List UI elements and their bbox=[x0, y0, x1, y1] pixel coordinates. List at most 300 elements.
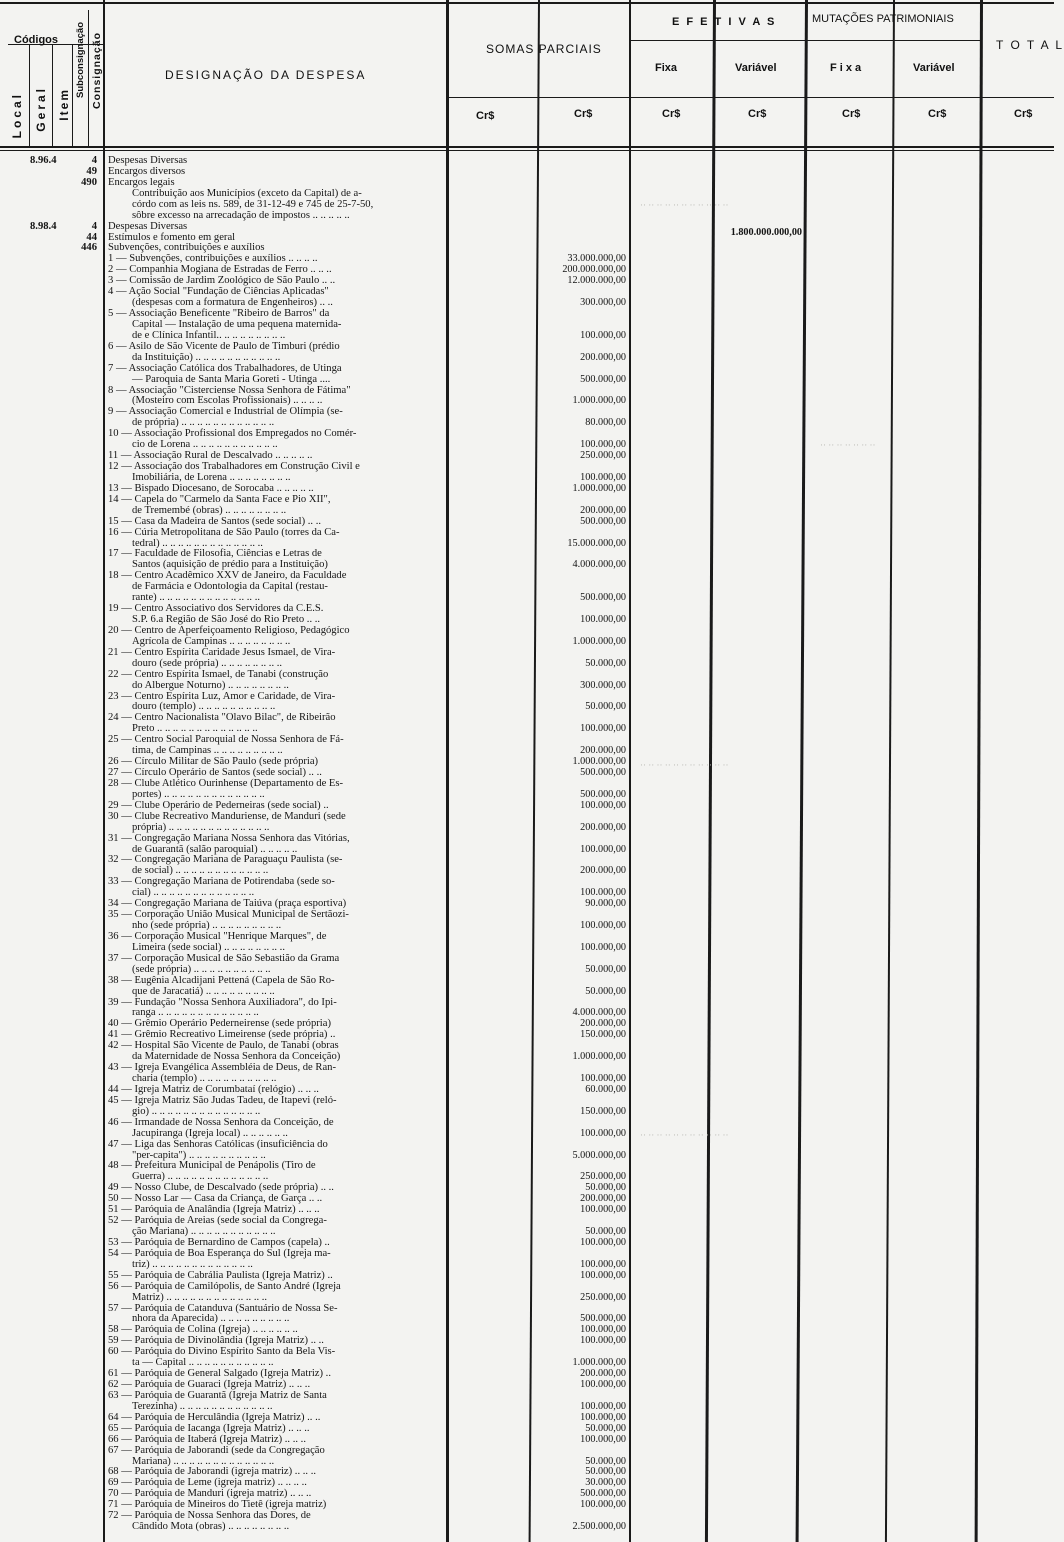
designacao-text: 18 — Centro Acadêmico XXV de Janeiro, da Faculdade bbox=[108, 570, 347, 582]
table-row bbox=[0, 1007, 1054, 1018]
designacao-text: Estímulos e fomento em geral bbox=[108, 231, 236, 243]
designacao-text: nhora da Aparecida) .. .. .. .. .. .. .. .. .. bbox=[132, 1313, 290, 1325]
designacao-text: 19 — Centro Associativo dos Servidores da C.E.S. bbox=[108, 603, 324, 615]
designacao-text: tima, de Campinas .. .. .. .. .. .. .. .. .. bbox=[132, 745, 283, 757]
designacao-text: douro (sede própria) .. .. .. .. .. .. .. .. bbox=[132, 657, 283, 669]
table-row bbox=[0, 1477, 1054, 1488]
designacao-text: 30 — Clube Recreativo Manduriense, de Manduri (sede bbox=[108, 810, 346, 822]
designacao-text: 36 — Corporação Musical "Henrique Marques", de bbox=[108, 930, 327, 942]
table-row bbox=[0, 1335, 1054, 1346]
soma-parcial-value: 50.000,00 bbox=[585, 657, 626, 669]
designacao-text: de própria) .. .. .. .. .. .. .. .. .. .. .. .. bbox=[132, 417, 275, 429]
designacao-text: Encargos diversos bbox=[108, 165, 186, 177]
designacao-text: 38 — Eugênia Alcadijani Pettená (Capela de São Ro- bbox=[108, 974, 335, 986]
soma-parcial-value: 4.000.000,00 bbox=[572, 1007, 626, 1019]
table-row bbox=[0, 614, 1054, 625]
table-row bbox=[0, 1434, 1054, 1445]
designacao-text: 26 — Círculo Militar de São Paulo (sede própria) bbox=[108, 756, 319, 768]
designacao-text: 8 — Associação "Cisterciense Nossa Senhora de Fátima" bbox=[108, 384, 351, 396]
designacao-text: Capital — Instalação de uma pequena maternida- bbox=[132, 318, 342, 330]
table-row bbox=[0, 395, 1054, 406]
table-row bbox=[0, 417, 1054, 428]
soma-parcial-value: 500.000,00 bbox=[580, 1488, 626, 1500]
soma-parcial-value: 250.000,00 bbox=[580, 1171, 626, 1183]
table-row bbox=[0, 450, 1054, 461]
table-row bbox=[0, 253, 1054, 264]
soma-parcial-value: 500.000,00 bbox=[580, 767, 626, 778]
soma-parcial-value: 150.000,00 bbox=[580, 1029, 626, 1041]
table-row bbox=[0, 1346, 1054, 1357]
designacao-text: sôbre excesso na arrecadação de impostos .. .. .. .. .. bbox=[132, 209, 350, 221]
designacao-text: 29 — Clube Operário de Pederneiras (sede social) .. bbox=[108, 799, 329, 811]
soma-parcial-value: 100.000,00 bbox=[580, 614, 626, 625]
table-row bbox=[0, 155, 1054, 166]
soma-parcial-value: 300.000,00 bbox=[580, 679, 626, 691]
designacao-text: triz) .. .. .. .. .. .. .. .. .. .. .. .. .. bbox=[132, 1258, 253, 1270]
table-row bbox=[0, 789, 1054, 800]
designacao-text: 52 — Paróquia de Areias (sede social da Congrega- bbox=[108, 1215, 327, 1227]
designacao-text: 9 — Associação Comercial e Industrial de Olímpia (se- bbox=[108, 406, 343, 418]
designacao-text: (Mosteiro com Escolas Profissionais) .. .. .. .. bbox=[132, 395, 323, 407]
soma-parcial-value: 150.000,00 bbox=[580, 1105, 626, 1117]
table-row bbox=[0, 264, 1054, 275]
table-row bbox=[0, 1040, 1054, 1051]
header-top-rule bbox=[0, 2, 1054, 4]
designacao-text: cial) .. .. .. .. .. .. .. .. .. .. .. .. .. bbox=[132, 887, 255, 899]
table-row bbox=[0, 1379, 1054, 1390]
soma-parcial-value: 100.000,00 bbox=[580, 887, 626, 899]
soma-parcial-value: 1.000.000,00 bbox=[572, 1051, 626, 1063]
designacao-text: 5 — Associação Beneficente "Ribeiro de Barros" da bbox=[108, 308, 330, 319]
table-row bbox=[0, 691, 1054, 702]
code-local: 8.98.4 bbox=[30, 220, 57, 232]
efetivas-header: E F E T I V A S bbox=[672, 16, 777, 28]
table-row bbox=[0, 669, 1054, 680]
col-subconsignacao-header: Subconsignação bbox=[75, 22, 86, 99]
soma-parcial-value: 500.000,00 bbox=[580, 592, 626, 604]
table-row bbox=[0, 559, 1054, 570]
designacao-text: Despesas Diversas bbox=[108, 220, 188, 232]
col-geral-header: Geral bbox=[34, 86, 48, 132]
table-row bbox=[0, 1368, 1054, 1379]
table-row bbox=[0, 1357, 1054, 1368]
designacao-text: 35 — Corporação União Musical Municipal de Sertãozi- bbox=[108, 909, 349, 921]
table-row bbox=[0, 385, 1054, 396]
table-row bbox=[0, 1270, 1054, 1281]
table-row bbox=[0, 1499, 1054, 1510]
table-row bbox=[0, 701, 1054, 712]
designacao-text: 12 — Associação dos Trabalhadores em Construção Civil e bbox=[108, 461, 360, 472]
table-row bbox=[0, 1466, 1054, 1477]
code-subdivider-2 bbox=[52, 44, 53, 148]
soma-parcial-value: 4.000.000,00 bbox=[572, 559, 626, 571]
table-row bbox=[0, 461, 1054, 472]
soma-parcial-value: 33.000.000,00 bbox=[567, 253, 626, 265]
table-row bbox=[0, 308, 1054, 319]
table-row bbox=[0, 199, 1054, 210]
table-row bbox=[0, 341, 1054, 352]
table-row bbox=[0, 854, 1054, 865]
table-row bbox=[0, 505, 1054, 516]
designacao-text: ta — Capital .. .. .. .. .. .. .. .. .. .. .. bbox=[132, 1357, 274, 1369]
soma-parcial-value: 100.000,00 bbox=[580, 1324, 626, 1336]
soma-parcial-value: 15.000.000,00 bbox=[567, 537, 626, 549]
table-row bbox=[0, 723, 1054, 734]
col-consignacao-header: Consignação bbox=[91, 32, 103, 109]
soma-parcial-value: 100.000,00 bbox=[580, 329, 626, 341]
soma-parcial-value: 100.000,00 bbox=[580, 471, 626, 483]
table-row bbox=[0, 1139, 1054, 1150]
soma-parcial-value: 50.000,00 bbox=[585, 1455, 626, 1467]
code-subdivider-3 bbox=[72, 44, 73, 148]
designacao-text: 50 — Nosso Lar — Casa da Criança, de Garça .. .. bbox=[108, 1193, 323, 1205]
soma-parcial-value: 100.000,00 bbox=[580, 439, 626, 451]
table-row bbox=[0, 953, 1054, 964]
table-row bbox=[0, 570, 1054, 581]
bleed-through-block-3: ·· ·· ·· ·· ·· ·· ·· ·· ·· ·· ·· bbox=[640, 760, 729, 770]
designacao-text: 14 — Capela do "Carmelo da Santa Face e Pio XII", bbox=[108, 493, 331, 505]
table-row bbox=[0, 1324, 1054, 1335]
table-row bbox=[0, 1018, 1054, 1029]
designacao-text: 46 — Irmandade de Nossa Senhora da Conceição, de bbox=[108, 1116, 334, 1128]
designacao-text: 53 — Paróquia de Bernardino de Campos (capela) .. bbox=[108, 1236, 330, 1248]
soma-parcial-value: 100.000,00 bbox=[580, 1204, 626, 1216]
table-row bbox=[0, 1226, 1054, 1237]
designacao-text: 24 — Centro Nacionalista "Olavo Bilac", de Ribeirão bbox=[108, 712, 336, 724]
table-row bbox=[0, 1281, 1054, 1292]
designacao-text: 69 — Paróquia de Leme (igreja matriz) .. .. .. .. bbox=[108, 1477, 307, 1489]
designacao-text: 15 — Casa da Madeira de Santos (sede social) .. .. bbox=[108, 515, 321, 527]
soma-parcial-value: 50.000,00 bbox=[585, 701, 626, 713]
table-row bbox=[0, 374, 1054, 385]
designacao-text: rante) .. .. .. .. .. .. .. .. .. .. .. .. .. bbox=[132, 592, 260, 604]
table-row bbox=[0, 1182, 1054, 1193]
soma-parcial-value: 50.000,00 bbox=[585, 1466, 626, 1478]
soma-parcial-value: 100.000,00 bbox=[580, 1127, 626, 1139]
designacao-text: 42 — Hospital São Vicente de Paulo, de Tanabi (obras bbox=[108, 1040, 339, 1052]
soma-parcial-value: 100.000,00 bbox=[580, 799, 626, 811]
designacao-text: da Maternidade de Nossa Senhora da Conceição) bbox=[132, 1051, 341, 1063]
designacao-text: 62 — Paróquia de Guaraci (Igreja Matriz) .. .. .. bbox=[108, 1379, 311, 1390]
table-row bbox=[0, 297, 1054, 308]
soma-parcial-value: 100.000,00 bbox=[580, 1499, 626, 1511]
designacao-text: córdo com as leis ns. 589, de 31-12-49 e 745 de 25-7-50, bbox=[132, 198, 374, 210]
soma-parcial-value: 250.000,00 bbox=[580, 450, 626, 462]
designacao-text: Matriz) .. .. .. .. .. .. .. .. .. .. .. .. .. bbox=[132, 1291, 268, 1303]
table-row bbox=[0, 1051, 1054, 1062]
soma-parcial-value: 200.000,00 bbox=[580, 1018, 626, 1030]
designacao-text: cio de Lorena .. .. .. .. .. .. .. .. .. .. .. bbox=[132, 439, 278, 451]
currency-fixa: Cr$ bbox=[662, 108, 681, 120]
table-row bbox=[0, 603, 1054, 614]
designacao-text: 32 — Congregação Mariana de Paraguaçu Paulista (se- bbox=[108, 854, 343, 866]
table-row bbox=[0, 1445, 1054, 1456]
currency-total: Cr$ bbox=[1014, 108, 1033, 120]
designacao-text: 55 — Paróquia de Cabrália Paulista (Igreja Matriz) .. bbox=[108, 1269, 333, 1281]
designacao-text: 16 — Cúria Metropolitana de São Paulo (torres da Ca- bbox=[108, 526, 340, 538]
somas-parciais-header: SOMAS PARCIAIS bbox=[486, 42, 602, 56]
designacao-text: 11 — Associação Rural de Descalvado .. .. .. .. .. bbox=[108, 450, 313, 462]
table-row bbox=[0, 330, 1054, 341]
designacao-text: nho (sede própria) .. .. .. .. .. .. .. .. .. bbox=[132, 920, 282, 931]
code-item: 44 bbox=[86, 231, 97, 243]
designacao-text: de Tremembé (obras) .. .. .. .. .. .. .. .. bbox=[132, 504, 287, 516]
soma-parcial-value: 30.000,00 bbox=[585, 1477, 626, 1489]
currency-somas-1: Cr$ bbox=[476, 110, 495, 122]
designacao-text: 13 — Bispado Diocesano, de Sorocaba .. .. .. .. .. bbox=[108, 482, 314, 494]
soma-parcial-value: 100.000,00 bbox=[580, 1269, 626, 1281]
table-row bbox=[0, 1390, 1054, 1401]
table-row bbox=[0, 1237, 1054, 1248]
total-header: T O T A L bbox=[996, 38, 1064, 52]
table-row bbox=[0, 1204, 1054, 1215]
designacao-text: — Paroquia de Santa Maria Goreti - Utinga .... bbox=[132, 373, 331, 385]
designacao-text: que de Jaracatiá) .. .. .. .. .. .. .. .. .. bbox=[132, 985, 275, 997]
soma-parcial-value: 200.000,00 bbox=[580, 821, 626, 833]
table-row bbox=[0, 363, 1054, 374]
designacao-text: Santos (aquisição de prédio para a Instituição) bbox=[132, 559, 328, 571]
designacao-text: própria) .. .. .. .. .. .. .. .. .. .. .. .. .. bbox=[132, 821, 270, 833]
table-row bbox=[0, 1029, 1054, 1040]
designacao-text: 57 — Paróquia de Catanduva (Santuário de Nossa Se- bbox=[108, 1302, 338, 1314]
soma-parcial-value: 100.000,00 bbox=[580, 1073, 626, 1084]
table-row bbox=[0, 428, 1054, 439]
codigos-header: Códigos bbox=[14, 34, 58, 46]
table-row bbox=[0, 439, 1054, 450]
soma-parcial-value: 100.000,00 bbox=[580, 941, 626, 953]
designacao-text: de e Clínica Infantil.. .. .. .. .. .. .. .. .. bbox=[132, 329, 286, 341]
designacao-header: DESIGNAÇÃO DA DESPESA bbox=[165, 68, 367, 82]
designacao-text: 23 — Centro Espírita Luz, Amor e Caridade, de Vira- bbox=[108, 690, 336, 702]
designacao-text: 31 — Congregação Mariana Nossa Senhora das Vitórias, bbox=[108, 832, 350, 844]
designacao-text: 68 — Paróquia de Jaborandi (igreja matriz) .. .. .. bbox=[108, 1466, 316, 1478]
table-row bbox=[0, 1248, 1054, 1259]
table-row bbox=[0, 527, 1054, 538]
table-row bbox=[0, 658, 1054, 669]
table-row bbox=[0, 1292, 1054, 1303]
soma-parcial-value: 100.000,00 bbox=[580, 843, 626, 855]
designacao-text: 17 — Faculdade de Filosofia, Ciências e Letras de bbox=[108, 548, 322, 560]
soma-parcial-value: 100.000,00 bbox=[580, 1433, 626, 1445]
designacao-text: portes) .. .. .. .. .. .. .. .. .. .. .. .. .. bbox=[132, 788, 265, 800]
designacao-text: (despesas com a formatura de Engenheiros) .. .. bbox=[132, 297, 333, 309]
table-row bbox=[0, 188, 1054, 199]
table-row bbox=[0, 625, 1054, 636]
fixa-header: Fixa bbox=[655, 62, 678, 74]
designacao-text: 47 — Liga das Senhoras Católicas (insuficiência do bbox=[108, 1138, 328, 1150]
soma-parcial-value: 100.000,00 bbox=[580, 1236, 626, 1248]
table-row bbox=[0, 592, 1054, 603]
table-row bbox=[0, 483, 1054, 494]
designacao-text: 22 — Centro Espírita Ismael, de Tanabi (construção bbox=[108, 668, 329, 680]
designacao-text: 28 — Clube Atlético Ourinhense (Departamento de Es- bbox=[108, 777, 344, 789]
table-row bbox=[0, 352, 1054, 363]
soma-parcial-value: 100.000,00 bbox=[580, 1335, 626, 1347]
currency-somas-2: Cr$ bbox=[574, 108, 593, 120]
soma-parcial-value: 50.000,00 bbox=[585, 985, 626, 997]
table-row bbox=[0, 734, 1054, 745]
table-row bbox=[0, 1401, 1054, 1412]
designacao-text: 56 — Paróquia de Camilópolis, de Santo André (Igreja bbox=[108, 1280, 341, 1292]
soma-parcial-value: 50.000,00 bbox=[585, 1422, 626, 1434]
designacao-text: 43 — Igreja Evangélica Assembléia de Deus, de Ran- bbox=[108, 1062, 336, 1074]
designacao-text: de Farmácia e Odontologia da Capital (restau- bbox=[132, 581, 328, 593]
table-row bbox=[0, 1488, 1054, 1499]
designacao-text: 44 — Igreja Matriz de Corumbataí (relógio) .. .. .. bbox=[108, 1083, 319, 1095]
bleed-through-block-2: ·· ·· ·· ·· ·· ·· ·· bbox=[820, 440, 876, 450]
table-row bbox=[0, 898, 1054, 909]
designacao-text: Cândido Mota (obras) .. .. .. .. .. .. .. .. bbox=[132, 1521, 290, 1533]
soma-parcial-value: 1.000.000,00 bbox=[572, 395, 626, 407]
designacao-text: 63 — Paróquia de Guarantã (Igreja Matriz de Santa bbox=[108, 1389, 327, 1401]
designacao-text: 4 — Ação Social "Fundação de Ciências Aplicadas" bbox=[108, 286, 329, 298]
designacao-text: "per-capita") .. .. .. .. .. .. .. .. .. .. bbox=[132, 1149, 266, 1161]
table-row bbox=[0, 1062, 1054, 1073]
designacao-text: 27 — Círculo Operário de Santos (sede social) .. .. bbox=[108, 767, 322, 778]
soma-parcial-value: 100.000,00 bbox=[580, 723, 626, 735]
table-row bbox=[0, 767, 1054, 778]
table-row bbox=[0, 1150, 1054, 1161]
table-row bbox=[0, 1073, 1054, 1084]
table-row bbox=[0, 1171, 1054, 1182]
designacao-text: Despesas Diversas bbox=[108, 155, 188, 166]
header-bottom-rule bbox=[0, 146, 1054, 148]
designacao-text: Contribuição aos Municípios (exceto da Capital) de a- bbox=[132, 187, 362, 199]
code-subdivider-1 bbox=[29, 44, 30, 148]
efetiva-variavel-value: 1.800.000.000,00 bbox=[730, 227, 802, 239]
table-row bbox=[0, 1510, 1054, 1521]
table-row bbox=[0, 887, 1054, 898]
table-row bbox=[0, 680, 1054, 691]
designacao-text: 59 — Paróquia de Divinolândia (Igreja Matriz) .. .. bbox=[108, 1335, 324, 1347]
soma-parcial-value: 200.000,00 bbox=[580, 504, 626, 516]
designacao-text: Limeira (sede social) .. .. .. .. .. .. .. .. bbox=[132, 941, 285, 953]
designacao-text: S.P. 6.a Região de São José do Rio Preto .. .. bbox=[132, 614, 321, 625]
soma-parcial-value: 2.500.000,00 bbox=[572, 1521, 626, 1533]
soma-parcial-value: 100.000,00 bbox=[580, 920, 626, 931]
soma-parcial-value: 300.000,00 bbox=[580, 297, 626, 309]
table-row bbox=[0, 844, 1054, 855]
table-row bbox=[0, 242, 1054, 253]
designacao-text: 51 — Paróquia de Analândia (Igreja Matriz) .. .. .. bbox=[108, 1204, 320, 1216]
soma-parcial-value: 12.000.000,00 bbox=[567, 275, 626, 287]
designacao-text: 60 — Paróquia do Divino Espírito Santo da Bela Vis- bbox=[108, 1346, 336, 1358]
soma-parcial-value: 500.000,00 bbox=[580, 788, 626, 800]
designacao-text: Encargos legais bbox=[108, 176, 175, 188]
table-row bbox=[0, 964, 1054, 975]
soma-parcial-value: 500.000,00 bbox=[580, 373, 626, 385]
designacao-text: da Instituição) .. .. .. .. .. .. .. .. .. .. .. bbox=[132, 351, 281, 363]
soma-parcial-value: 500.000,00 bbox=[580, 1313, 626, 1325]
currency-mut-variavel: Cr$ bbox=[928, 108, 947, 120]
designacao-text: gio) .. .. .. .. .. .. .. .. .. .. .. .. .. .. bbox=[132, 1105, 261, 1117]
soma-parcial-value: 100.000,00 bbox=[580, 1400, 626, 1412]
designacao-text: 54 — Paróquia de Boa Esperança do Sul (Igreja ma- bbox=[108, 1247, 331, 1259]
soma-parcial-value: 90.000,00 bbox=[585, 898, 626, 910]
table-row bbox=[0, 538, 1054, 549]
table-row bbox=[0, 1521, 1054, 1532]
table-row bbox=[0, 1313, 1054, 1324]
soma-parcial-value: 50.000,00 bbox=[585, 1182, 626, 1194]
code-item: 490 bbox=[81, 176, 97, 188]
code-subdivider-4 bbox=[88, 10, 89, 148]
designacao-text: 67 — Paróquia de Jaborandi (sede da Congregação bbox=[108, 1444, 325, 1456]
mutacoes-header: MUTAÇÕES PATRIMONIAIS bbox=[812, 13, 954, 25]
table-row bbox=[0, 942, 1054, 953]
designacao-text: 39 — Fundação "Nossa Senhora Auxiliadora", do Ipi- bbox=[108, 996, 337, 1008]
designacao-text: 6 — Asilo de São Vicente de Paulo de Timburi (prédio bbox=[108, 340, 340, 352]
col-item-header: Item bbox=[57, 88, 71, 121]
designacao-text: Mariana) .. .. .. .. .. .. .. .. .. .. .. .. .. bbox=[132, 1455, 275, 1467]
code-item: 4 bbox=[91, 155, 97, 166]
designacao-text: 41 — Grêmio Recreativo Limeirense (sede própria) .. bbox=[108, 1029, 336, 1041]
designacao-text: tedral) .. .. .. .. .. .. .. .. .. .. .. .. .. bbox=[132, 537, 263, 549]
currency-mut-fixa: Cr$ bbox=[842, 108, 861, 120]
table-row bbox=[0, 909, 1054, 920]
table-row bbox=[0, 1160, 1054, 1171]
table-row bbox=[0, 1084, 1054, 1095]
soma-parcial-value: 1.000.000,00 bbox=[572, 1357, 626, 1369]
table-row bbox=[0, 319, 1054, 330]
currency-variavel: Cr$ bbox=[748, 108, 767, 120]
designacao-text: 1 — Subvenções, contribuições e auxílios .. .. .. .. bbox=[108, 253, 318, 265]
designacao-text: 65 — Paróquia de Iacanga (Igreja Matriz) .. .. .. bbox=[108, 1422, 310, 1434]
table-row bbox=[0, 1423, 1054, 1434]
table-row bbox=[0, 232, 1054, 243]
table-row bbox=[0, 1303, 1054, 1314]
mut-variavel-header: Variável bbox=[913, 62, 955, 74]
designacao-text: do Albergue Noturno) .. .. .. .. .. .. .. .. bbox=[132, 679, 289, 691]
soma-parcial-value: 100.000,00 bbox=[580, 1379, 626, 1390]
designacao-text: 7 — Associação Católica dos Trabalhadores, de Utinga bbox=[108, 362, 342, 374]
designacao-text: charia (templo) .. .. .. .. .. .. .. .. .. .. bbox=[132, 1073, 277, 1084]
table-row bbox=[0, 1117, 1054, 1128]
table-row bbox=[0, 822, 1054, 833]
soma-parcial-value: 50.000,00 bbox=[585, 1226, 626, 1237]
designacao-text: (sede própria) .. .. .. .. .. .. .. .. .. .. bbox=[132, 963, 271, 975]
designacao-text: de social) .. .. .. .. .. .. .. .. .. .. .. .. bbox=[132, 865, 269, 877]
designacao-text: Subvenções, contribuições e auxílios bbox=[108, 242, 265, 254]
table-row bbox=[0, 177, 1054, 188]
designacao-text: 33 — Congregação Mariana de Potirendaba (sede so- bbox=[108, 876, 335, 888]
designacao-text: 71 — Paróquia de Mineiros do Tietê (igreja matriz) bbox=[108, 1499, 327, 1511]
table-row bbox=[0, 931, 1054, 942]
code-local: 8.96.4 bbox=[30, 155, 57, 166]
soma-parcial-value: 60.000,00 bbox=[585, 1083, 626, 1095]
table-row bbox=[0, 472, 1054, 483]
designacao-text: 61 — Paróquia de General Salgado (Igreja Matriz) .. bbox=[108, 1368, 331, 1380]
designacao-text: Guerra) .. .. .. .. .. .. .. .. .. .. .. .. .. bbox=[132, 1171, 269, 1183]
table-row bbox=[0, 811, 1054, 822]
soma-parcial-value: 80.000,00 bbox=[585, 417, 626, 429]
table-row bbox=[0, 1412, 1054, 1423]
designacao-text: Preto .. .. .. .. .. .. .. .. .. .. .. .. .. bbox=[132, 723, 258, 735]
table-row bbox=[0, 986, 1054, 997]
code-item: 49 bbox=[86, 165, 97, 177]
designacao-text: ranga .. .. .. .. .. .. .. .. .. .. .. .. .. bbox=[132, 1007, 259, 1019]
table-row bbox=[0, 745, 1054, 756]
designacao-text: 66 — Paróquia de Itaberá (Igreja Matriz) .. .. .. bbox=[108, 1433, 306, 1445]
table-row bbox=[0, 1456, 1054, 1467]
header-secondary-rule bbox=[0, 150, 1054, 151]
designacao-text: 37 — Corporação Musical de São Sebastião da Grama bbox=[108, 952, 340, 964]
table-row bbox=[0, 1193, 1054, 1204]
soma-parcial-value: 500.000,00 bbox=[580, 515, 626, 527]
table-row bbox=[0, 221, 1054, 232]
variavel-header: Variável bbox=[735, 62, 777, 74]
soma-parcial-value: 200.000,00 bbox=[580, 865, 626, 877]
table-row bbox=[0, 581, 1054, 592]
